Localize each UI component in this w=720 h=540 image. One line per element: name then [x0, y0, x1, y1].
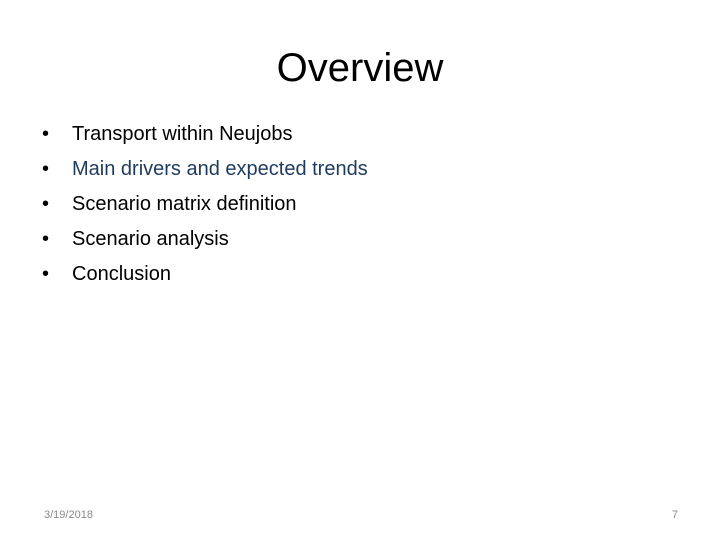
- bullet-text: Conclusion: [72, 263, 171, 285]
- slide-title: Overview: [276, 46, 444, 90]
- bullet-text: Scenario matrix definition: [72, 193, 297, 215]
- bullet-dot: •: [42, 123, 50, 145]
- bullet-item: [42, 187, 682, 222]
- footer-page-number: 7: [671, 509, 678, 521]
- bullet-item: [42, 152, 682, 187]
- bullet-dot: •: [42, 263, 50, 285]
- footer-date: 3/19/2018: [44, 509, 93, 521]
- bullet-text: Main drivers and expected trends: [72, 158, 368, 180]
- bullet-dot: •: [42, 193, 50, 215]
- bullet-dot: •: [42, 228, 50, 250]
- bullet-item: [42, 117, 682, 152]
- bullet-item: [42, 222, 682, 257]
- bullet-text: Scenario analysis: [72, 228, 229, 250]
- bullet-dot: •: [42, 158, 50, 180]
- bullet-item: [42, 257, 682, 292]
- bullet-list: [42, 117, 682, 292]
- bullet-text: Transport within Neujobs: [72, 123, 293, 145]
